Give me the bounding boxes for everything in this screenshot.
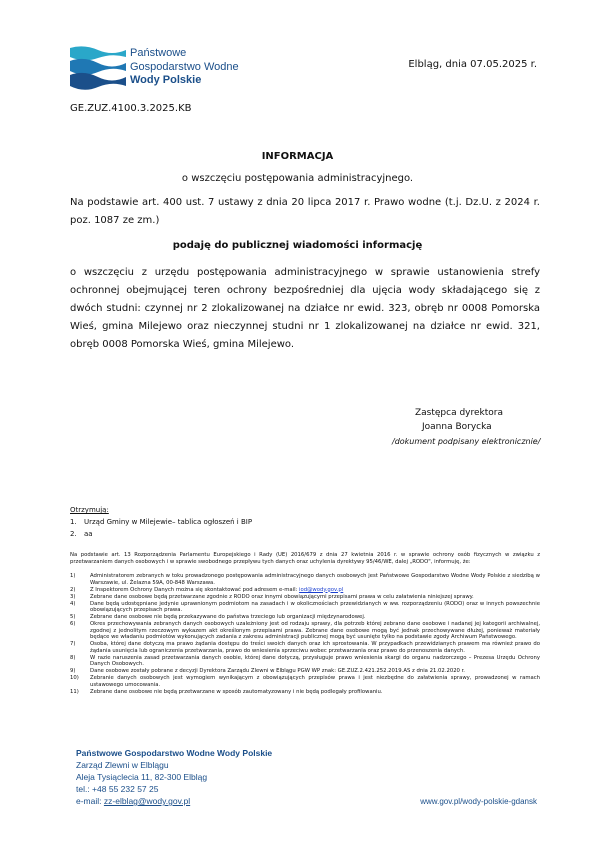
document-title: INFORMACJA xyxy=(261,151,334,162)
item-text: Urząd Gminy w Milejewie– tablica ogłoszeń i BIP xyxy=(84,518,253,526)
clause-text: W razie naruszenia zasad przetwarzania danych osobie, której dane dotyczą, przysługuje prawo wniesienia skargi do organu nadzorczego – Prezesa Urzędu Ochrony Danych Osobowych. xyxy=(90,654,540,668)
wave-logo-icon xyxy=(70,44,126,92)
footer-unit: Zarząd Zlewni w Elblągu xyxy=(76,760,169,770)
clause-number: 2) xyxy=(70,586,76,593)
list-item xyxy=(70,655,540,668)
clause-number: 5) xyxy=(70,614,76,621)
rodo-clauses xyxy=(70,573,540,696)
case-reference: GE.ZUZ.4100.3.2025.KB xyxy=(70,103,192,114)
clause-text: Dane osobowe zostały pobrane z decyzji Dyrektora Zarządu Zlewni w Elblągu PGW WP znak: GE.ZUZ.2.421.252.2019.AS z dnia 21.02.2020 r. xyxy=(90,668,465,675)
clause-number: 8) xyxy=(70,654,76,661)
rodo-intro: Na podstawie art. 13 Rozporządzenia Parlamentu Europejskiego i Rady (UE) 2016/679 z dnia 27 kwietnia 2016 r. w sprawie ochrony osób fizycznych w związku z przetwarzaniem danych osobowych i w sprawie swobodnego przepływu tych danych oraz uchylenia dyrektywy 95/46/WE, dalej „RODO", informuję, że: xyxy=(70,552,540,565)
clause-number: 11) xyxy=(70,689,79,695)
signer-name: Joanna Borycka xyxy=(422,422,492,432)
clause-number: 6) xyxy=(70,621,76,628)
clause-number: 10) xyxy=(70,675,79,682)
recipients-list xyxy=(70,516,252,540)
item-text: aa xyxy=(84,530,93,538)
footer-phone: tel.: +48 55 232 57 25 xyxy=(76,784,159,794)
clause-text: Okres przechowywania zebranych danych osobowych uzależniony jest od rodzaju sprawy, dla potrzeb której zebrano dane osobowe i nadanej jej kategorii archiwalnej, zgodnej z jednolitym rzeczowym wykazem akt określonym przepisami prawa. Zebrane dane osobowe mogą być jednak przechowywane dłużej, ponieważ materiały będące we władaniu podmiotów wykonujących zadania z zakresu administracji publicznej mogą być usunięte tylko na podstawie zgody Archiwum Państwowego. xyxy=(90,621,540,641)
clause-number: 9) xyxy=(70,668,76,675)
list-item xyxy=(70,614,540,621)
footer-email-label: e-mail: xyxy=(76,796,102,806)
wody-polskie-logo xyxy=(70,44,260,94)
item-number: 1. xyxy=(70,518,77,526)
logo-line-1: Państwowe xyxy=(130,47,187,59)
logo-wordmark xyxy=(130,47,239,88)
clause-number: 1) xyxy=(70,573,76,579)
logo-line-2: Gospodarstwo Wodne xyxy=(130,60,239,73)
footer-email-line xyxy=(76,795,272,807)
clause-text: Zebrane dane osobowe nie będą przetwarzane w sposób zautomatyzowany i nie będą podlegały profilowaniu. xyxy=(90,689,383,695)
logo-line-3: Wody Polskie xyxy=(130,74,202,86)
footer-org: Państwowe Gospodarstwo Wodne Wody Polskie xyxy=(76,748,273,758)
clause-number: 7) xyxy=(70,641,76,648)
document-date: Elbląg, dnia 07.05.2025 r. xyxy=(408,59,537,70)
list-item xyxy=(70,689,540,696)
document-subtitle: o wszczęciu postępowania administracyjnego. xyxy=(181,173,414,184)
clause-number: 4) xyxy=(70,600,76,607)
clause-text: Zebrane dane osobowe nie będą przekazywane do państwa trzeciego lub organizacji międzynarodowej. xyxy=(90,614,366,621)
clause-text xyxy=(90,587,540,594)
list-item xyxy=(70,573,540,586)
legal-basis: Na podstawie art. 400 ust. 7 ustawy z dnia 20 lipca 2017 r. Prawo wodne (t.j. Dz.U. z 2024 r. poz. 1087 ze zm.) xyxy=(70,197,540,226)
footer-contact xyxy=(76,747,272,807)
list-item xyxy=(70,516,252,528)
list-item xyxy=(70,675,540,688)
list-item xyxy=(70,601,540,614)
list-item xyxy=(70,587,540,594)
clause-text: Zebrane dane osobowe będą przetwarzane zgodnie z RODO oraz innymi obowiązującymi przepisami prawa w celu załatwienia niniejszej sprawy. xyxy=(90,593,474,600)
clause-text: Administratorem zebranych w toku prowadzonego postępowania administracyjnego danych osobowych jest Państwowe Gospodarstwo Wodne Wody Polskie z siedzibą w Warszawie, ul. Żelazna 59A, 00-848 Warszawa. xyxy=(90,573,540,586)
footer-website-link[interactable]: www.gov.pl/wody-polskie-gdansk xyxy=(420,797,537,806)
list-item xyxy=(70,594,540,601)
iod-email-link[interactable]: iod@wody.gov.pl xyxy=(299,586,344,593)
signature-note: /dokument podpisany elektronicznie/ xyxy=(392,437,541,446)
clause-text: Dane będą udostępniane jedynie uprawnionym podmiotom na zasadach i w okolicznościach przewidzianych w ww. rozporządzeniu (RODO) oraz w innych powszechnie obowiązujących przepisach prawa. xyxy=(90,600,540,614)
list-item xyxy=(70,528,252,540)
body-paragraph: o wszczęciu z urzędu postępowania administracyjnego w sprawie ustanowienia strefy ochronnej obejmującej teren ochrony bezpośredniej dla ujęcia wody składającego się z dwóch studni: czynnej nr 2 zlokalizowanej na działce nr ewid. 323, obręb nr 0008 Pomorska Wieś, gmina Milejewo oraz nieczynnej studni nr 1 zlokalizowanej na działce nr ewid. 321, obręb 0008 Pomorska Wieś, gmina Milejewo. xyxy=(70,267,540,350)
item-number: 2. xyxy=(70,530,77,538)
clause-text-part: Z Inspektorem Ochrony Danych można się skontaktować pod adresem e-mail: xyxy=(90,586,298,593)
clause-text: Zebranie danych osobowych jest wymogiem wynikającym z obowiązujących przepisów prawa i jest niezbędne do załatwienia sprawy, prowadzonej w ramach ustawowego umocowania. xyxy=(90,675,540,689)
signer-title: Zastępca dyrektora xyxy=(415,408,504,418)
list-item xyxy=(70,621,540,641)
footer-email-link[interactable]: zz-elblag@wody.gov.pl xyxy=(103,796,191,806)
clause-text: Osoba, której dane dotyczą ma prawo żądania dostępu do treści swoich danych oraz ich sprostowania. W przypadkach przewidzianych prawem ma również prawo do żądania usunięcia lub ograniczenia przetwarzania, prawo do wniesienia sprzeciwu wobec przetwarzania oraz prawo do przenoszenia danych. xyxy=(90,641,540,654)
list-item xyxy=(70,641,540,654)
recipients-label: Otrzymują: xyxy=(70,506,109,514)
announcement: podaję do publicznej wiadomości informację xyxy=(172,240,423,251)
footer-address: Aleja Tysiąclecia 11, 82-300 Elbląg xyxy=(76,772,208,782)
clause-number: 3) xyxy=(70,593,76,600)
